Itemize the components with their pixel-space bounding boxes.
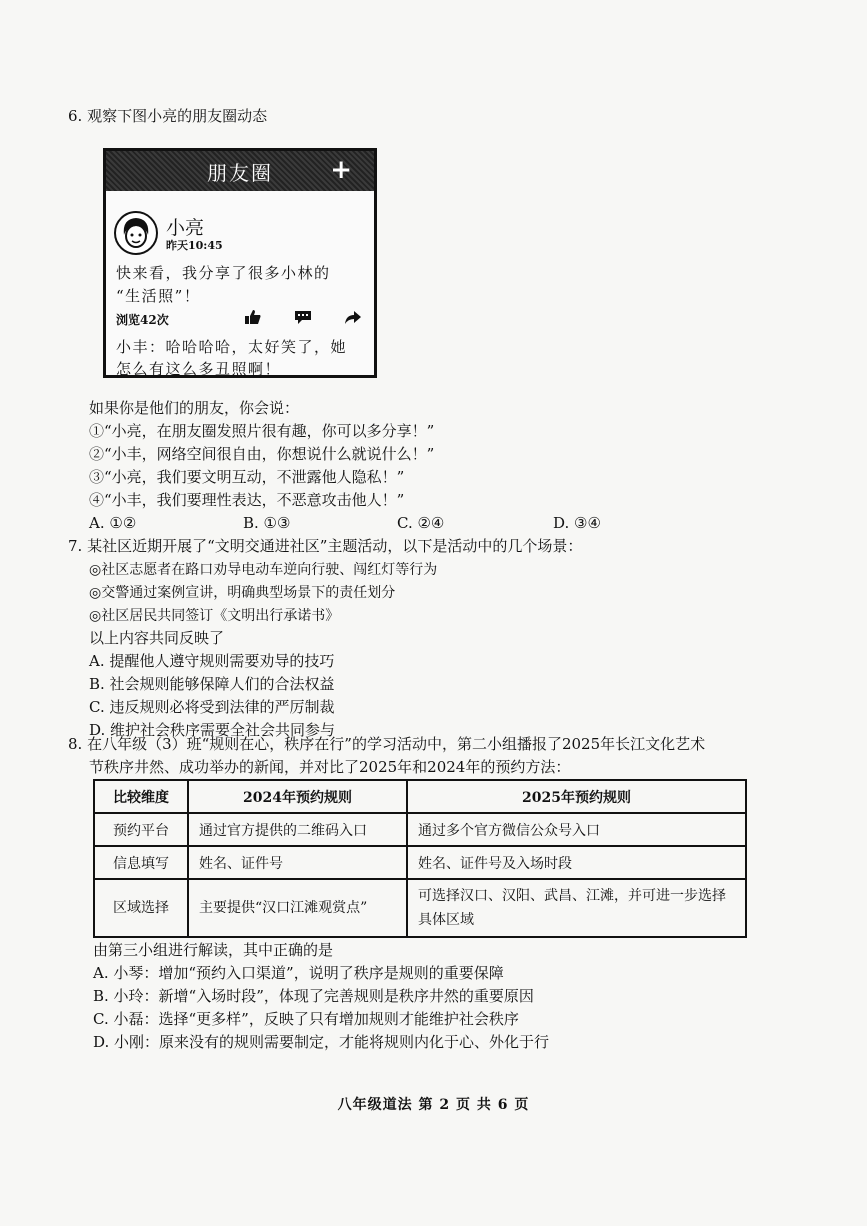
avatar <box>114 211 158 255</box>
q7-option-a: A. 提醒他人遵守规则需要劝导的技巧 <box>89 652 335 670</box>
q6-option-c: C. ②④ <box>397 514 445 532</box>
post-text-line1: 快来看，我分享了很多小林的 <box>116 264 331 282</box>
q7-scene-2: ◎交警通过案例宣讲，明确典型场景下的责任划分 <box>89 585 396 601</box>
table-cell: 预约平台 <box>94 813 188 846</box>
q6-prompt: 如果你是他们的朋友，你会说： <box>89 399 300 417</box>
moments-header <box>106 151 374 191</box>
table-cell: 通过多个官方微信公众号入口 <box>407 813 746 846</box>
table-cell: 通过官方提供的二维码入口 <box>188 813 407 846</box>
share-icon <box>344 309 362 325</box>
table-header-row <box>94 780 746 813</box>
q8-prompt: 由第三小组进行解读，其中正确的是 <box>93 941 334 959</box>
q7-scene-3: ◎社区居民共同签订《文明出行承诺书》 <box>89 608 340 624</box>
poster-name: 小亮 <box>166 217 205 239</box>
post-time: 昨天10:45 <box>166 239 223 252</box>
q7-prompt: 以上内容共同反映了 <box>89 629 225 647</box>
table-cell: 姓名、证件号 <box>188 846 407 879</box>
q7-option-c: C. 违反规则必将受到法律的严厉制裁 <box>89 698 335 716</box>
q8-option-d: D. 小刚：原来没有的规则需要制定，才能将规则内化于心、外化于行 <box>93 1033 550 1051</box>
q6-statement-4: ④“小丰，我们要理性表达，不恶意攻击他人！” <box>89 491 405 509</box>
q8-stem-line2: 节秩序井然、成功举办的新闻，并对比了2025年和2024年的预约方法： <box>89 758 571 776</box>
q6-statement-3: ③“小亮，我们要文明互动，不泄露他人隐私！” <box>89 468 405 486</box>
q6-statement-1: ①“小亮，在朋友圈发照片很有趣，你可以多分享！” <box>89 422 435 440</box>
q6-option-b: B. ①③ <box>243 514 291 532</box>
q6-statement-2: ②“小丰，网络空间很自由，你想说什么就说什么！” <box>89 445 435 463</box>
table-cell: 主要提供“汉口江滩观赏点” <box>188 879 407 937</box>
comment-line2: 怎么有这么多丑照啊！ <box>116 360 282 378</box>
moments-title: 朋友圈 <box>207 160 273 185</box>
table-row <box>94 813 746 846</box>
q8-stem-line1: 8. 在八年级（3）班“规则在心，秩序在行”的学习活动中，第二小组播报了2025年长江文化艺术 <box>68 735 706 753</box>
q6-option-a: A. ①② <box>89 514 137 532</box>
table-row <box>94 879 746 937</box>
table-header-cell: 比较维度 <box>94 780 188 813</box>
table-row <box>94 846 746 879</box>
plus-icon: + <box>330 155 352 185</box>
like-icon <box>244 309 262 325</box>
table-header-cell: 2024年预约规则 <box>188 780 407 813</box>
q8-option-b: B. 小玲：新增“入场时段”，体现了完善规则是秩序井然的重要原因 <box>93 987 534 1005</box>
comment-line1: 小丰：哈哈哈哈，太好笑了，她 <box>116 338 348 356</box>
q8-option-a: A. 小琴：增加“预约入口渠道”，说明了秩序是规则的重要保障 <box>93 964 504 982</box>
q6-stem: 6. 观察下图小亮的朋友圈动态 <box>68 107 268 125</box>
q7-scene-1: ◎社区志愿者在路口劝导电动车逆向行驶、闯红灯等行为 <box>89 562 438 578</box>
view-count: 浏览42次 <box>116 313 169 327</box>
table-cell: 姓名、证件号及入场时段 <box>407 846 746 879</box>
table-cell: 信息填写 <box>94 846 188 879</box>
comment-icon <box>294 309 312 325</box>
q7-option-d: D. 维护社会秩序需要全社会共同参与 <box>89 721 336 739</box>
q6-option-d: D. ③④ <box>553 514 601 532</box>
q8-option-c: C. 小磊：选择“更多样”，反映了只有增加规则才能维护社会秩序 <box>93 1010 519 1028</box>
table-cell: 可选择汉口、汉阳、武昌、江滩，并可进一步选择具体区域 <box>407 879 746 937</box>
page-footer: 八年级道法 第 2 页 共 6 页 <box>337 1097 530 1113</box>
q7-option-b: B. 社会规则能够保障人们的合法权益 <box>89 675 335 693</box>
table-cell: 区域选择 <box>94 879 188 937</box>
q7-stem: 7. 某社区近期开展了“文明交通进社区”主题活动，以下是活动中的几个场景： <box>68 537 583 555</box>
rules-comparison-table <box>93 779 747 938</box>
avatar-face-icon <box>116 213 156 253</box>
moments-card <box>103 148 377 378</box>
post-text-line2: “生活照”！ <box>116 287 201 305</box>
table-header-cell: 2025年预约规则 <box>407 780 746 813</box>
